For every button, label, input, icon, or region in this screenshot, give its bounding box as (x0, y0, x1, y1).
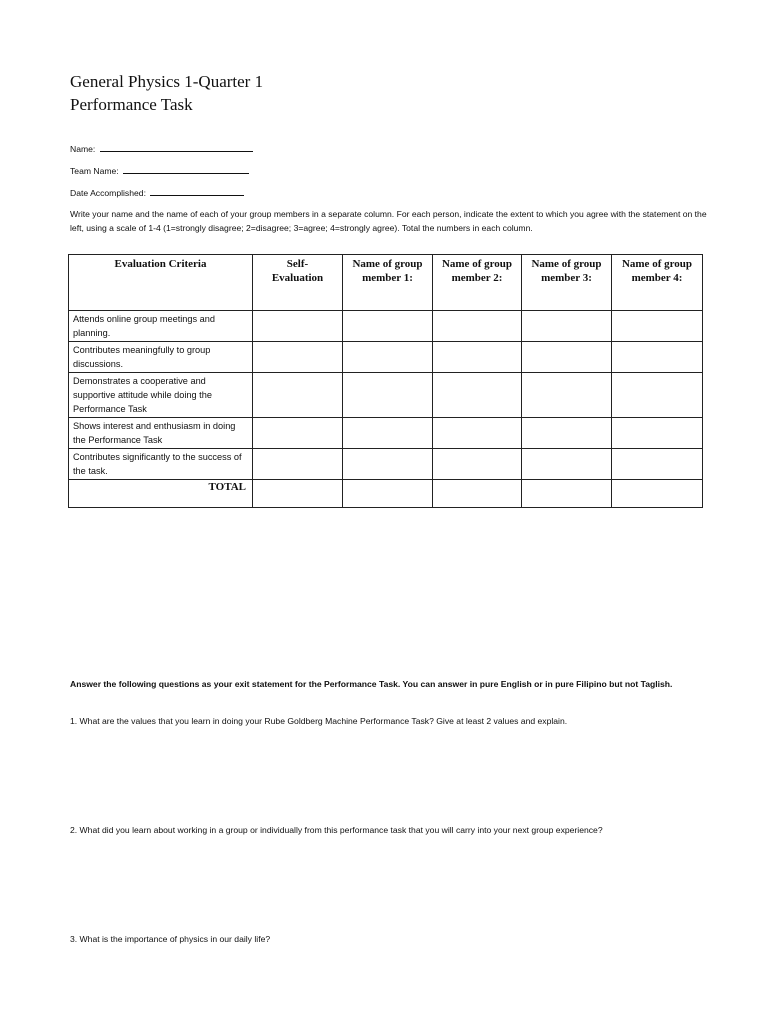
header-member-4: Name of group member 4: (612, 255, 703, 311)
question-3: 3. What is the importance of physics in our daily life? (70, 934, 271, 944)
score-cell[interactable] (253, 418, 343, 449)
total-cell[interactable] (522, 480, 612, 508)
score-cell[interactable] (612, 342, 703, 373)
score-cell[interactable] (433, 418, 522, 449)
score-cell[interactable] (343, 418, 433, 449)
header-self-evaluation: Self- Evaluation (253, 255, 343, 311)
question-2: 2. What did you learn about working in a group or individually from this performance task that you will carry into your next group experience? (70, 825, 603, 835)
team-name-input-line[interactable] (123, 164, 249, 174)
team-name-field (70, 164, 249, 177)
header-member-2: Name of group member 2: (433, 255, 522, 311)
table-row (69, 311, 703, 342)
total-cell[interactable] (433, 480, 522, 508)
score-cell[interactable] (253, 342, 343, 373)
name-input-line[interactable] (100, 142, 253, 152)
table-header-row (69, 255, 703, 311)
team-name-label: Team Name: (70, 166, 119, 176)
title-line-2: Performance Task (70, 95, 193, 114)
page-title (70, 70, 263, 116)
evaluation-table (68, 254, 703, 508)
score-cell[interactable] (253, 373, 343, 418)
total-cell[interactable] (612, 480, 703, 508)
score-cell[interactable] (522, 418, 612, 449)
criterion-cell: Shows interest and enthusiasm in doing the Performance Task (69, 418, 253, 449)
score-cell[interactable] (612, 311, 703, 342)
name-field (70, 142, 253, 155)
criterion-cell: Attends online group meetings and planning. (69, 311, 253, 342)
score-cell[interactable] (612, 373, 703, 418)
header-evaluation-criteria: Evaluation Criteria (69, 255, 253, 311)
total-cell[interactable] (253, 480, 343, 508)
score-cell[interactable] (433, 373, 522, 418)
criterion-cell: Contributes meaningfully to group discussions. (69, 342, 253, 373)
table-row (69, 342, 703, 373)
score-cell[interactable] (253, 449, 343, 480)
total-label: TOTAL (69, 480, 253, 508)
table-row (69, 418, 703, 449)
score-cell[interactable] (433, 311, 522, 342)
score-cell[interactable] (522, 311, 612, 342)
total-row (69, 480, 703, 508)
question-1: 1. What are the values that you learn in doing your Rube Goldberg Machine Performance Task? Give at least 2 values and explain. (70, 716, 568, 726)
title-line-1: General Physics 1-Quarter 1 (70, 72, 264, 91)
criterion-cell: Contributes significantly to the success of the task. (69, 449, 253, 480)
instructions-text: Write your name and the name of each of your group members in a separate column. For each person, indicate the extent to which you agree with the statement on the left, using a scale of 1-4 (1=strongly disagree; 2=disagree; 3=agree; 4=strongly agree). Total the numbers in each column. (70, 209, 707, 233)
score-cell[interactable] (612, 418, 703, 449)
table-row (69, 373, 703, 418)
score-cell[interactable] (433, 342, 522, 373)
score-cell[interactable] (253, 311, 343, 342)
score-cell[interactable] (522, 449, 612, 480)
score-cell[interactable] (522, 342, 612, 373)
score-cell[interactable] (343, 342, 433, 373)
criterion-cell: Demonstrates a cooperative and supportive attitude while doing the Performance Task (69, 373, 253, 418)
table-row (69, 449, 703, 480)
score-cell[interactable] (522, 373, 612, 418)
date-input-line[interactable] (150, 186, 244, 196)
score-cell[interactable] (343, 449, 433, 480)
score-cell[interactable] (612, 449, 703, 480)
date-label: Date Accomplished: (70, 188, 146, 198)
header-member-3: Name of group member 3: (522, 255, 612, 311)
name-label: Name: (70, 144, 96, 154)
score-cell[interactable] (343, 373, 433, 418)
score-cell[interactable] (343, 311, 433, 342)
total-cell[interactable] (343, 480, 433, 508)
date-field (70, 186, 244, 199)
exit-statement-intro: Answer the following questions as your exit statement for the Performance Task. You can answer in pure English or in pure Filipino but not Taglish. (70, 679, 673, 689)
score-cell[interactable] (433, 449, 522, 480)
header-member-1: Name of group member 1: (343, 255, 433, 311)
